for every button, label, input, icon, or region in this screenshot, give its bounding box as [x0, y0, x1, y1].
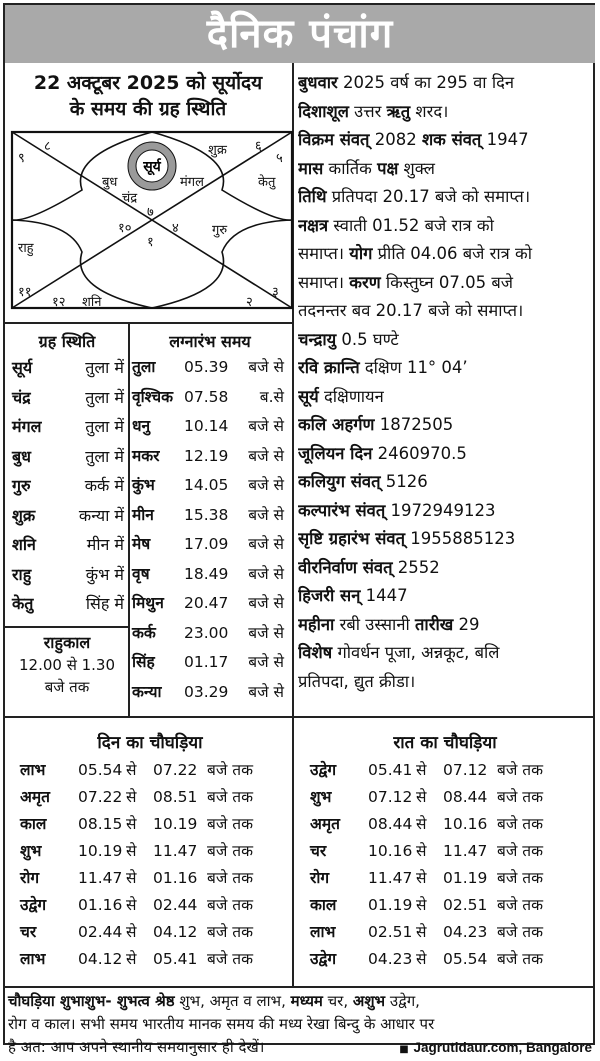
chog-to: 05.41	[153, 950, 198, 968]
detail-label: कल्पारंभ संवत्	[298, 500, 386, 520]
planet-budh: बुध	[102, 175, 118, 190]
chog-until: बजे तक	[207, 950, 254, 968]
chog-until: बजे तक	[207, 815, 254, 833]
detail-label: जूलियन दिन	[298, 443, 373, 463]
lagna-row	[132, 443, 284, 470]
graha-row	[12, 413, 124, 440]
lagna-time: 10.14	[184, 417, 229, 435]
chog-until: बजे तक	[207, 761, 254, 779]
detail-line-4	[298, 156, 590, 182]
chog-center-divider	[292, 718, 294, 986]
planet-shani: शनि	[82, 295, 102, 310]
graha-position: तुला में	[85, 446, 124, 466]
chog-se: से	[416, 815, 427, 833]
chog-to: 01.16	[153, 869, 198, 887]
night-chog-row	[310, 947, 575, 971]
kundli-chart	[10, 130, 294, 310]
detail-label: महीना	[298, 614, 335, 634]
chog-from: 10.19	[78, 842, 123, 860]
chog-to: 10.16	[443, 815, 488, 833]
chart-title	[8, 70, 288, 122]
graha-position: कन्या में	[78, 505, 124, 525]
lagna-time: 12.19	[184, 446, 229, 465]
graha-row	[12, 443, 124, 470]
graha-lagna-divider	[128, 324, 130, 718]
detail-label: दिशाशूल	[298, 101, 349, 121]
planet-ketu: केतु	[258, 175, 276, 190]
detail-line-16	[298, 498, 590, 524]
detail-value: प्रीति 04.06 बजे रात्र को	[372, 244, 532, 263]
chog-to: 01.19	[443, 869, 488, 887]
lagna-time: 05.39	[184, 358, 229, 376]
house-11: ११	[18, 285, 32, 300]
lagna-unit: बजे से	[248, 446, 284, 465]
chog-to: 08.44	[443, 788, 488, 806]
chog-from: 08.15	[78, 815, 123, 833]
graha-heading: ग्रह स्थिति	[38, 332, 96, 351]
lagna-row	[132, 531, 284, 558]
detail-value: शुक्ल	[398, 158, 435, 178]
detail-value: 1447	[360, 586, 408, 605]
chog-from: 05.54	[78, 761, 123, 779]
lagna-time: 23.00	[184, 623, 229, 642]
chog-from: 11.47	[368, 869, 413, 887]
lagna-time: 14.05	[184, 476, 229, 494]
day-chog-row	[20, 839, 285, 863]
graha-position: तुला में	[85, 387, 124, 407]
detail-line-6	[298, 213, 590, 239]
graha-position: मीन में	[86, 535, 124, 554]
detail-value: उत्तर	[348, 101, 387, 121]
chog-divider	[5, 716, 595, 718]
lagna-unit: बजे से	[248, 623, 284, 642]
lagna-row	[132, 502, 284, 529]
footer-text-3: उद्वेग,	[385, 992, 420, 1010]
detail-label: सृष्टि ग्रहारंभ संवत्	[298, 529, 405, 548]
footer-bold-2: मध्यम	[290, 992, 323, 1010]
footer-note	[8, 990, 592, 1059]
house-8: ८	[44, 139, 51, 154]
chog-until: बजे तक	[497, 842, 544, 860]
detail-line-2	[298, 99, 590, 125]
lagna-unit: बजे से	[248, 505, 284, 524]
chog-from: 01.16	[78, 896, 123, 914]
detail-value: 1947	[481, 130, 529, 149]
detail-line-9	[298, 298, 590, 324]
lagna-time: 15.38	[184, 505, 229, 524]
chog-name: लाभ	[20, 761, 46, 779]
chog-until: बजे तक	[497, 896, 544, 914]
graha-row	[12, 384, 124, 411]
planet-guru: गुरु	[212, 223, 228, 238]
graha-planet: सूर्य	[12, 358, 33, 377]
detail-label: बुधवार	[298, 73, 338, 92]
graha-row	[12, 472, 124, 499]
lagna-unit: बजे से	[248, 653, 284, 671]
chog-until: बजे तक	[207, 923, 254, 941]
chog-until: बजे तक	[497, 788, 544, 806]
lagna-row	[132, 472, 284, 499]
detail-line-1	[298, 70, 590, 96]
day-chog-row	[20, 893, 285, 917]
footer-text-1: शुभ, अमृत व लाभ,	[174, 992, 291, 1010]
chog-to: 11.47	[443, 842, 488, 860]
footer-line-2: रोग व काल। सभी समय भारतीय मानक समय की मध्य रेखा बिन्दु के आधार पर	[8, 1015, 435, 1033]
lagna-row	[132, 620, 284, 647]
lagna-row	[132, 679, 284, 706]
house-12: १२	[52, 295, 66, 310]
lagna-rashi: मीन	[132, 505, 154, 524]
detail-label: मास	[298, 158, 324, 178]
chog-from: 08.44	[368, 815, 413, 833]
chog-from: 05.41	[368, 761, 413, 779]
kundli-svg	[10, 130, 294, 310]
lagna-unit: बजे से	[248, 682, 284, 701]
detail-value: 5126	[380, 472, 428, 491]
detail-value: स्वाती 01.52 बजे रात्र को	[328, 215, 494, 235]
chog-until: बजे तक	[207, 842, 254, 860]
footer-line-3: है अत: आप अपने स्थानीय समयानुसार ही देखें।	[8, 1038, 265, 1056]
planet-shukra: शुक्र	[208, 143, 227, 158]
chog-se: से	[126, 842, 137, 860]
chog-se: से	[416, 869, 427, 887]
footer-text-2: चर,	[322, 992, 353, 1010]
day-chog-row	[20, 947, 285, 971]
detail-value: 1972949123	[385, 500, 496, 520]
graha-planet: चंद्र	[12, 387, 31, 407]
chog-se: से	[126, 923, 137, 941]
chog-to: 07.12	[443, 761, 488, 779]
detail-label: पक्ष	[377, 158, 399, 178]
day-chog-row	[20, 866, 285, 890]
planet-mangal: मंगल	[180, 175, 204, 190]
graha-position: सिंह में	[85, 594, 124, 613]
lagna-unit: बजे से	[248, 358, 284, 376]
detail-value: तदनन्तर बव 20.17 बजे को समाप्त।	[298, 301, 524, 320]
detail-line-3	[298, 127, 590, 153]
lagna-rashi: मकर	[132, 446, 160, 465]
graha-row	[12, 354, 124, 381]
graha-planet: मंगल	[12, 417, 42, 436]
lagna-time: 20.47	[184, 594, 229, 612]
night-chog-row	[310, 785, 575, 809]
lagna-unit: बजे से	[248, 535, 284, 553]
detail-line-10	[298, 327, 590, 353]
chog-se: से	[416, 896, 427, 914]
chog-se: से	[126, 869, 137, 887]
chog-to: 04.23	[443, 923, 488, 941]
chog-from: 04.23	[368, 950, 413, 968]
chog-until: बजे तक	[497, 923, 544, 941]
graha-planet: बुध	[12, 446, 31, 466]
lagna-row	[132, 590, 284, 617]
chog-from: 01.19	[368, 896, 413, 914]
detail-line-20	[298, 612, 590, 638]
lagna-rashi: मेष	[132, 535, 151, 553]
lagna-rashi: तुला	[132, 358, 156, 376]
graha-planet: केतु	[12, 594, 34, 613]
detail-line-5	[298, 184, 590, 210]
lagna-unit: ब.से	[259, 387, 284, 406]
detail-line-13	[298, 412, 590, 438]
chog-name: चर	[310, 842, 327, 860]
night-chog-row	[310, 839, 575, 863]
lagna-unit: बजे से	[248, 417, 284, 435]
detail-label: नक्षत्र	[298, 215, 329, 235]
chog-name: अमृत	[310, 815, 340, 833]
chog-to: 05.54	[443, 950, 488, 968]
detail-line-18	[298, 555, 590, 581]
lagna-time: 07.58	[184, 387, 229, 406]
detail-value: किस्तुघ्न 07.05 बजे	[380, 272, 513, 292]
planet-chandra: चंद्र	[122, 191, 138, 206]
lagna-rashi: वृश्चिक	[132, 387, 173, 406]
chog-name: चर	[20, 923, 37, 941]
detail-line-19	[298, 583, 590, 609]
lagna-unit: बजे से	[248, 564, 284, 583]
lagna-time: 03.29	[184, 682, 229, 701]
lagna-rashi: कन्या	[132, 682, 162, 701]
rahukal-time: 12.00 से 1.30	[18, 656, 116, 674]
detail-label: ऋतु	[386, 101, 411, 121]
graha-position: तुला में	[85, 417, 124, 436]
house-9: ९	[18, 151, 25, 166]
page-title: दैनिक पंचांग	[5, 5, 595, 63]
detail-line-8	[298, 270, 590, 296]
night-chog-heading: रात का चौघड़िया	[393, 733, 497, 753]
chart-title-line1: 22 अक्टूबर 2025 को सूर्योदय	[33, 72, 263, 94]
chog-se: से	[126, 896, 137, 914]
house-2: २	[246, 295, 253, 310]
chog-to: 07.22	[153, 761, 198, 779]
lagna-row	[132, 384, 284, 411]
lagna-time: 17.09	[184, 535, 229, 553]
house-6: ६	[255, 139, 262, 154]
detail-label: तारीख	[415, 614, 454, 634]
rahukal-box	[8, 632, 126, 698]
detail-label: विक्रम संवत्	[298, 130, 370, 149]
chog-until: बजे तक	[497, 815, 544, 833]
chog-to: 02.44	[153, 896, 198, 914]
lagna-rashi: कुंभ	[132, 476, 155, 494]
chog-from: 11.47	[78, 869, 123, 887]
chog-until: बजे तक	[497, 950, 544, 968]
graha-planet: राहु	[12, 564, 32, 584]
detail-value: 2082	[369, 130, 422, 149]
chog-to: 02.51	[443, 896, 488, 914]
night-chog-row	[310, 920, 575, 944]
chog-se: से	[416, 788, 427, 806]
detail-value: गोवर्धन पूजा, अन्नकूट, बलि	[332, 643, 500, 662]
chog-until: बजे तक	[497, 869, 544, 887]
lagna-row	[132, 649, 284, 676]
chog-to: 04.12	[153, 923, 198, 941]
chog-to: 11.47	[153, 842, 198, 860]
detail-value: 0.5 घण्टे	[336, 329, 399, 349]
detail-line-17	[298, 526, 590, 552]
lagna-rashi: कर्क	[132, 623, 156, 642]
chog-name: रोग	[310, 869, 330, 887]
chog-name: लाभ	[20, 950, 46, 968]
day-chog-heading: दिन का चौघड़िया	[97, 733, 203, 753]
detail-line-15	[298, 469, 590, 495]
chart-bottom-divider	[5, 322, 292, 324]
lagna-time: 18.49	[184, 564, 229, 583]
detail-value: रबी उस्सानी	[334, 614, 416, 634]
detail-line-21	[298, 640, 590, 666]
detail-line-22	[298, 669, 590, 695]
house-10: १०	[118, 221, 132, 236]
house-1: १	[147, 235, 154, 250]
detail-label: चन्द्रायु	[298, 329, 337, 349]
graha-position: तुला में	[85, 358, 124, 377]
detail-line-14	[298, 441, 590, 467]
lagna-unit: बजे से	[248, 476, 284, 494]
graha-planet: गुरु	[12, 476, 31, 495]
lagna-time: 01.17	[184, 653, 229, 671]
chog-se: से	[416, 842, 427, 860]
graha-position: कुंभ में	[85, 564, 124, 584]
detail-value: समाप्त।	[298, 272, 350, 292]
graha-row	[12, 502, 124, 529]
detail-label: योग	[349, 244, 373, 263]
chog-se: से	[126, 950, 137, 968]
lagna-rashi: सिंह	[132, 653, 155, 671]
footer-bold-3: अशुभ	[352, 992, 386, 1010]
detail-label: शक संवत्	[421, 130, 482, 149]
detail-value: 1872505	[374, 415, 454, 434]
detail-value: प्रतिपदा 20.17 बजे को समाप्त।	[326, 187, 531, 206]
source-credit: Jagrutidaur.com, Bangalore	[413, 1040, 592, 1055]
chog-until: बजे तक	[207, 896, 254, 914]
lagna-row	[132, 561, 284, 588]
detail-value: कार्तिक	[323, 158, 378, 178]
detail-label: विशेष	[298, 643, 333, 662]
chog-to: 10.19	[153, 815, 198, 833]
detail-value: दक्षिणायन	[318, 386, 384, 406]
detail-label: हिजरी सन्	[298, 586, 361, 605]
day-chog-row	[20, 758, 285, 782]
chog-name: शुभ	[310, 788, 332, 806]
chog-name: उद्वेग	[20, 896, 47, 914]
detail-value: 1955885123	[404, 529, 516, 548]
night-chog-row	[310, 812, 575, 836]
chog-from: 02.44	[78, 923, 123, 941]
night-chog-row	[310, 866, 575, 890]
chog-name: काल	[310, 896, 337, 914]
graha-planet: शुक्र	[12, 505, 36, 525]
detail-label: करण	[349, 272, 381, 292]
chog-name: उद्वेग	[310, 950, 337, 968]
chog-until: बजे तक	[207, 788, 254, 806]
chog-se: से	[126, 788, 137, 806]
chog-se: से	[126, 761, 137, 779]
lagna-row	[132, 354, 284, 381]
detail-line-11	[298, 355, 590, 381]
detail-value: शरद।	[410, 101, 449, 121]
rahukal-until: बजे तक	[44, 678, 90, 696]
footer-bold-1: चौघड़िया शुभाशुभ- शुभत्व श्रेष्ठ	[8, 992, 175, 1010]
rahukal-heading: राहुकाल	[43, 633, 91, 652]
house-3: ३	[272, 285, 279, 300]
house-4: ४	[172, 221, 179, 236]
chog-se: से	[416, 761, 427, 779]
detail-value: प्रतिपदा, द्युत क्रीडा।	[298, 671, 416, 691]
lagna-rashi: वृष	[132, 564, 150, 583]
planet-rahu: राहु	[18, 241, 34, 256]
detail-label: रवि क्रान्ति	[298, 358, 360, 377]
chog-name: लाभ	[310, 923, 336, 941]
chog-name: अमृत	[20, 788, 50, 806]
lagna-row	[132, 413, 284, 440]
chog-se: से	[126, 815, 137, 833]
house-5: ५	[276, 151, 283, 166]
chog-from: 07.22	[78, 788, 123, 806]
chog-from: 04.12	[78, 950, 123, 968]
detail-value: 29	[453, 614, 480, 634]
graha-planet: शनि	[12, 535, 36, 554]
detail-label: वीरनिर्वाण संवत्	[298, 557, 393, 577]
lagna-heading: लग्नारंभ समय	[169, 332, 251, 351]
lagna-rashi: धनु	[132, 417, 151, 435]
detail-label: सूर्य	[298, 386, 319, 406]
rahukal-divider	[5, 626, 128, 628]
lagna-unit: बजे से	[248, 594, 284, 612]
chog-from: 02.51	[368, 923, 413, 941]
graha-row	[12, 561, 124, 588]
chog-name: रोग	[20, 869, 40, 887]
day-chog-row	[20, 785, 285, 809]
detail-label: कलि अहर्गण	[298, 415, 375, 434]
chog-from: 07.12	[368, 788, 413, 806]
day-chog-row	[20, 812, 285, 836]
chog-until: बजे तक	[497, 761, 544, 779]
chog-name: उद्वेग	[310, 761, 337, 779]
chog-until: बजे तक	[207, 869, 254, 887]
detail-line-7	[298, 241, 590, 267]
footer-divider	[5, 986, 595, 988]
detail-label: तिथि	[298, 187, 327, 206]
chog-from: 10.16	[368, 842, 413, 860]
detail-line-12	[298, 384, 590, 410]
chog-se: से	[416, 950, 427, 968]
chog-to: 08.51	[153, 788, 198, 806]
chart-title-line2: के समय की ग्रह स्थिति	[69, 98, 227, 120]
house-7: ७	[147, 205, 154, 220]
detail-value: 2460970.5	[372, 443, 467, 463]
graha-position: कर्क में	[84, 476, 124, 495]
graha-row	[12, 531, 124, 558]
sun-label: सूर्य	[143, 159, 161, 175]
detail-value: 2025 वर्ष का 295 वा दिन	[337, 73, 515, 92]
detail-value: 2552	[392, 557, 440, 577]
square-icon: ■	[399, 1044, 409, 1055]
lagna-rashi: मिथुन	[132, 594, 164, 612]
night-chog-row	[310, 758, 575, 782]
detail-label: कलियुग संवत्	[298, 472, 381, 491]
night-chog-row	[310, 893, 575, 917]
chog-name: शुभ	[20, 842, 42, 860]
detail-value: दक्षिण 11° 04’	[359, 358, 468, 377]
day-chog-row	[20, 920, 285, 944]
graha-row	[12, 590, 124, 617]
chog-name: काल	[20, 815, 47, 833]
chog-se: से	[416, 923, 427, 941]
detail-value: समाप्त।	[298, 244, 350, 263]
